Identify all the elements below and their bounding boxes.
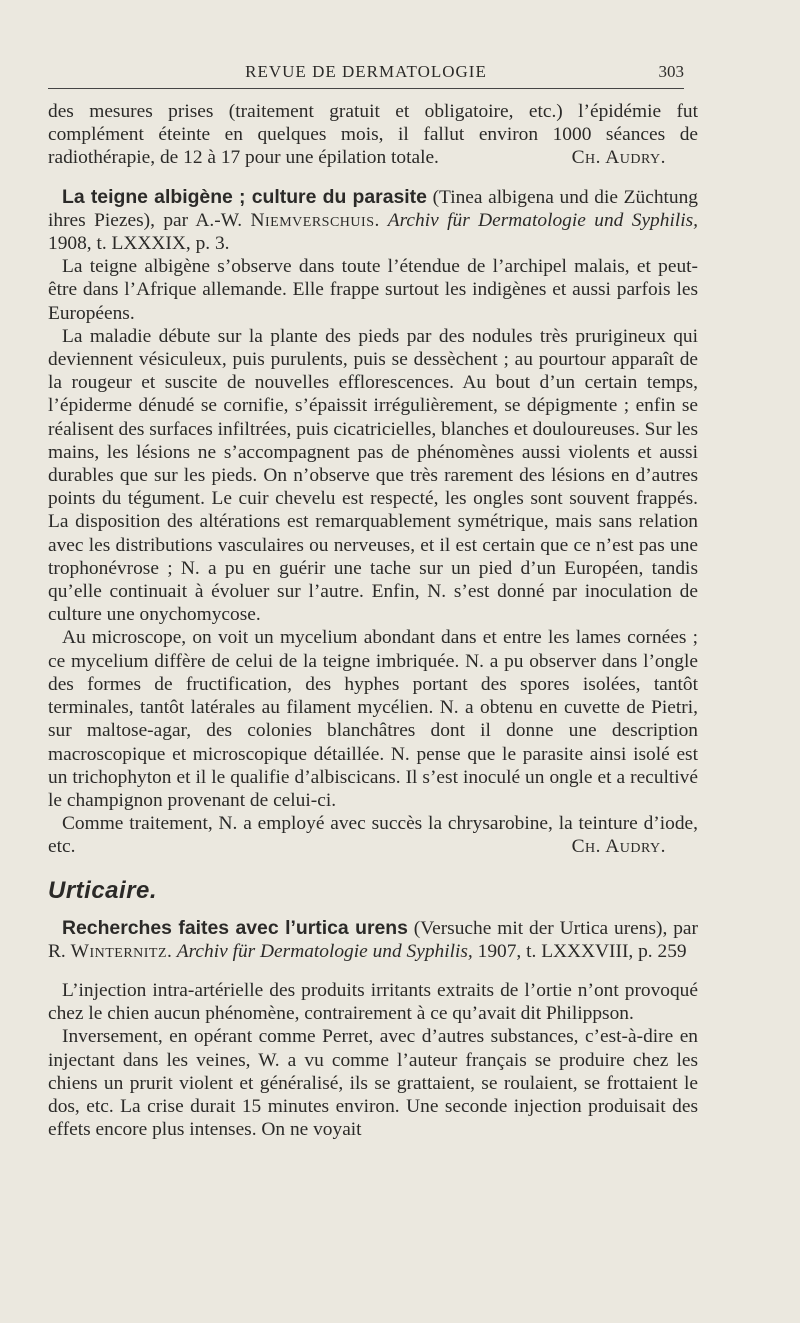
article-title-rest: (Versuche mit der Urtica urens), par R. <box>48 917 698 962</box>
paragraph: Au microscope, on voit un mycelium abondant dans et entre les lames cornées ; ce mycelium diffère de celui de la teigne imbriquée. N. a pu observer dans l’ongle des formes de fructification, des hyphes portant des spores isolées, tantôt terminales, tantôt latérales au filament mycélien. N. a obtenu en cuvette de Pietri, sur maltose-agar, des colonies blanchâtres dont il donne une description macroscopique et microscopique détaillée. N. pense que le parasite ainsi isolé est un trichophyton et il le qualifie d’albiscicans. Il s’est inoculé un ongle et a recultivé le champignon provenant de celui-ci. <box>48 627 698 811</box>
article-heading <box>48 186 698 256</box>
article-title: La teigne albigène ; culture du parasite <box>62 185 427 208</box>
article-title: Recherches faites avec l’urtica urens <box>62 916 408 939</box>
article-author: Winternitz <box>70 940 168 962</box>
author-signature: Ch. Audry. <box>571 147 666 169</box>
paragraph: L’injection intra-artérielle des produits irritants extraits de l’ortie n’ont provoqué chez le chien aucun phénomène, contrairement à ce qu’avait dit Philippson. <box>48 979 698 1025</box>
section-title: Urticaire. <box>48 876 158 904</box>
paragraph: Comme traitement, N. a employé avec succès la chrysarobine, la teinture d’iode, etc. <box>48 813 698 858</box>
journal-reference: 1908, t. LXXXIX, p. 3. <box>48 233 230 255</box>
running-title: REVUE DE DERMATOLOGIE <box>245 62 487 81</box>
page-body <box>48 100 698 1141</box>
paragraph: Inversement, en opérant comme Perret, avec d’autres substances, c’est-à-dire en injectant dans les veines, W. a vu comme l’auteur français se produire chez les chiens un prurit violent et généralisé, ils se grattaient, se roulaient, se frottaient le dos, etc. La crise durait 15 minutes environ. Une seconde injection produisait des effets encore plus intenses. On ne voyait <box>48 1026 698 1141</box>
paragraph-text: des mesures prises (traitement gratuit et obligatoire, etc.) l’épidémie fut complément éteinte en quelques mois, il fallut environ 1000 séances de radiothérapie, de 12 à 17 pour une épilation totale. <box>48 101 698 169</box>
author-signature: Ch. Audry. <box>571 836 666 858</box>
article-author: Niemverschuis <box>250 209 375 231</box>
journal-reference: 1907, t. LXXXVIII, p. 259 <box>472 940 687 962</box>
separator: . <box>167 940 177 962</box>
paragraph: La maladie débute sur la plante des pieds par des nodules très prurigineux qui deviennent vésiculeux, puis purulents, puis se dessèchent ; au pourtour apparaît de la rougeur et suscite de nouvelles efflorescences. Au bout d’un certain temps, l’épiderme dénudé se cornifie, s’épaissit irrégulièrement, se dépigmente ; enfin se réalisent des surfaces infiltrées, puis cicatricielles, blanches et douloureuses. Sur les mains, les lésions ne s’accompagnent pas de phénomènes aussi violents et aussi durables que sur les pieds. On n’observe que très rarement des lésions en d’autres points du tégument. Le cuir chevelu est respecté, les ongles sont souvent frappés. La disposition des altérations est remarquablement symétrique, mais sans relation avec les distributions vasculaires ou nerveuses, et il est certain que ce n’est pas une trophonévrose ; N. a pu en guérir une tache sur un pied d’un Européen, tandis qu’elle continuait à évoluer sur l’autre. Enfin, N. s’est donné par inoculation de culture une onychomycose. <box>48 325 698 626</box>
signature-line <box>48 835 698 858</box>
page-header <box>48 58 684 89</box>
article-heading <box>48 917 698 963</box>
paragraph: La teigne albigène s’observe dans toute l’étendue de l’archipel malais, et peut-être dans l’Afrique allemande. Elle frappe surtout les indigènes et aussi parfois les Européens. <box>48 256 698 324</box>
separator: . <box>374 209 388 231</box>
page-number: 303 <box>658 62 684 81</box>
article-title-rest: (Tinea albigena und die Züchtung ihres Piezes), par A.-W. <box>48 186 698 231</box>
journal-name: Archiv für Dermatologie und Syphilis, <box>387 209 699 231</box>
journal-name: Archiv für Dermatologie und Syphilis, <box>176 940 473 962</box>
